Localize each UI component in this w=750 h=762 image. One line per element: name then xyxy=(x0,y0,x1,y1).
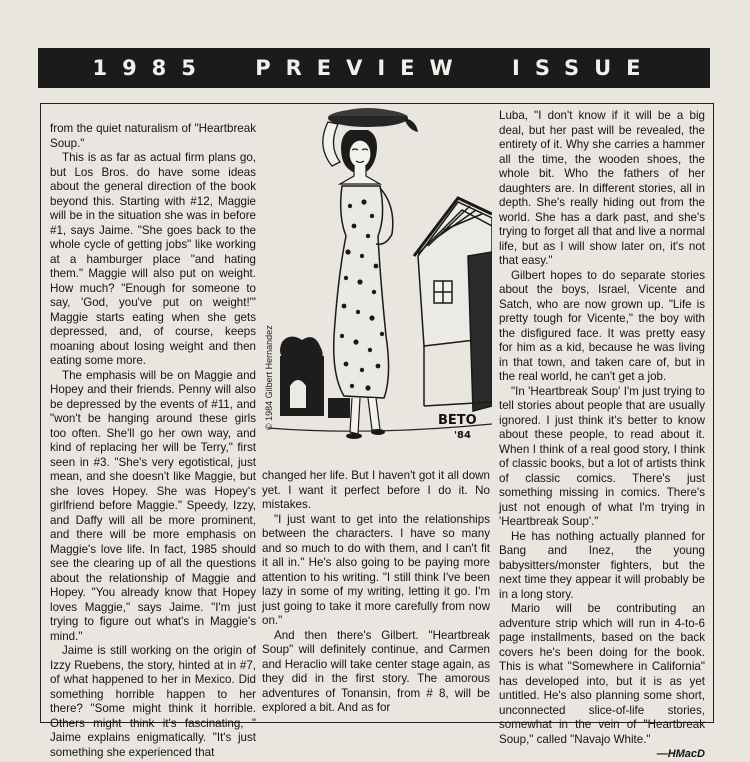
author-signature: —HMacD xyxy=(656,748,705,760)
paragraph: The emphasis will be on Maggie and Hopey and their friends. Penny will also be depressed by the events of #11, and "won't be hanging around these girls too often. She'll go her own way, and kind of replacing her will be Terry," first seen in #3. "She's very egotistical, just mean, and she doesn't like Maggie, but she loves Hopey. She was Hopey's girlfriend before Maggie." Speedy, Izzy, and Daffy will all be more prominent, and there will be more emphasis on Maggie's love life. In fact, 1985 should see the clearing up of all the questions about the relationship of Maggie and Hopey. "You already know that Hopey loves Maggie," says Jaime. "I'm just trying to figure out what's in Maggie's mind." xyxy=(50,368,256,643)
article-column-left xyxy=(50,122,256,760)
illustration-woman-with-basket xyxy=(268,106,492,468)
basket-drawing xyxy=(328,108,418,132)
article-column-middle xyxy=(262,469,490,716)
paragraph: from the quiet naturalism of "Heartbreak Soup." xyxy=(50,122,256,150)
house-drawing xyxy=(414,198,492,411)
paragraph: "I just want to get into the relationships between the characters. I have so many and so much to do with them, and I can't fit it all in." He's also going to be paying more attention to his writing. "I still think I've been lazy in some of my writing, letting it go. I'm just going to take it more carefully from now on." xyxy=(262,512,490,627)
woman-figure xyxy=(334,130,393,439)
paragraph: Luba, "I don't know if it will be a big deal, but her past will be revealed, the entirety of it. Why she carries a hammer all the time, the wooden shoes, the whole bit. Who the fathers of her daughters are. In different stories, all in depth. She's really hiding out from the world. She has a dark past, and she's trying to forget all that and live a normal life, but as I will show later on, it's not that easy." xyxy=(499,109,705,267)
paragraph: "In 'Heartbreak Soup' I'm just trying to tell stories about people that are usually ignored. I just think it's better to know about these people, to read about it. When I think of a real good story, I think of classic books, but a lot of artists think of classic comics. There's just something missing in comics. There's just not enough of what I'm trying in 'Heartbreak Soup'." xyxy=(499,384,705,528)
paragraph: Jaime is still working on the origin of Izzy Ruebens, the story, hinted at in #7, of what happened to her in Mexico. Did something horrible happen to her there? "Some might think it horrible. Others might think it's fascinating, " Jaime explains enigmatically. "It's just something she experienced that xyxy=(50,644,256,759)
paragraph: Mario will be contributing an adventure strip which will run in 4-to-6 page installments, based on the back covers he's been doing for the book. This is what "Somewhere in California" has developed into, but it is as yet untitled. He's also planning some short, unconnected slice-of-life stories, somewhat in the vein of "Heartbreak Soup," called "Navajo White." xyxy=(499,602,705,746)
paragraph: This is as far as actual firm plans go, but Los Bros. do have some ideas about the general direction of the book beyond this. Starting with #12, Maggie will be in the situation she was in before #1, says Jaime. "She goes back to the whole cycle of getting jobs" like working at a hamburger place "and hating them." Maggie will also put on weight. How much? "Enough for someone to say, 'God, you've put on weight!'" Maggie starts eating when she gets depressed, and, of course, keeps moaning about losing weight and then eating some more. xyxy=(50,151,256,367)
artist-signature: BETO xyxy=(438,413,477,428)
artist-signature-year: '84 xyxy=(454,430,471,441)
paragraph: changed her life. But I haven't got it all down yet. I want it perfect before I do it. No mistakes. xyxy=(262,469,490,511)
paragraph: And then there's Gilbert. "Heartbreak Soup" will definitely continue, and Carmen and Heraclio will take center stage again, as they did in the first story. The amorous adventures of Tonansin, from # 8, will be explored a bit. And as for xyxy=(262,628,490,714)
paragraph: He has nothing actually planned for Bang and Inez, the young babysitters/monster fighters, but the next time they appear it will probably be in a long story. xyxy=(499,529,705,601)
article-column-right xyxy=(499,109,705,762)
illustration-credit: © 1984 Gilbert Hernandez xyxy=(264,325,274,430)
banner-title: 1985 PREVIEW ISSUE xyxy=(92,56,656,80)
paragraph: Gilbert hopes to do separate stories about the boys, Israel, Vicente and Satch, who are now grown up. "Life is pretty tough for Vicente," the boy with the disfigured face. It was pretty easy for him as a kid, because he was living in that town, and taken care of, but in the real world, he can't get a job. xyxy=(499,268,705,383)
header-banner xyxy=(38,48,710,88)
